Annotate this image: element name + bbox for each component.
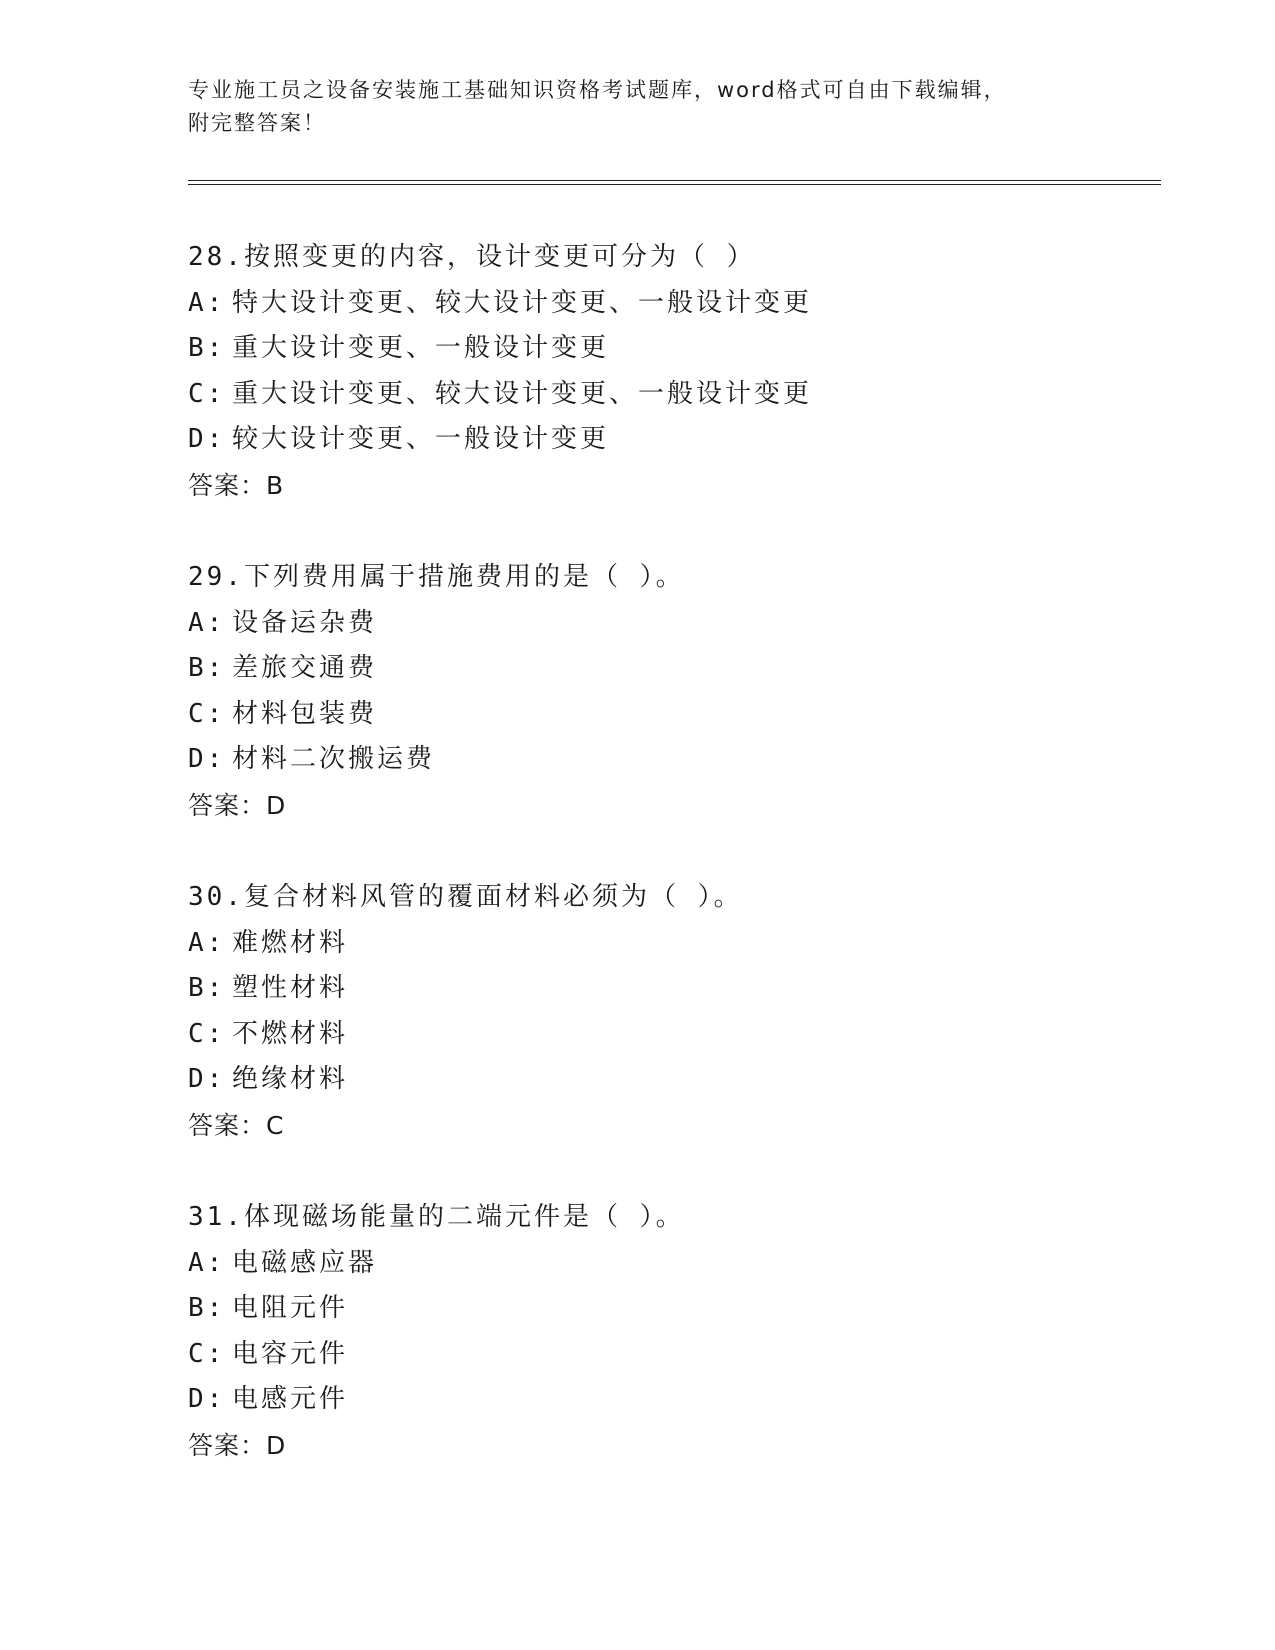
header-divider-top: [188, 180, 1161, 181]
option-letter: A:: [188, 607, 226, 638]
option-text: 电感元件: [232, 1384, 349, 1414]
option-c: [188, 1332, 1148, 1378]
option-b: [188, 1286, 1148, 1332]
option-letter: C:: [188, 1018, 226, 1049]
header-divider-bottom: [188, 184, 1161, 185]
option-letter: C:: [188, 1338, 226, 1369]
option-letter: A:: [188, 927, 226, 958]
header-line-1: 专业施工员之设备安装施工基础知识资格考试题库，word格式可自由下载编辑，: [188, 78, 1007, 102]
document-header: [188, 74, 1088, 140]
option-c: [188, 1012, 1148, 1058]
option-b: [188, 966, 1148, 1012]
question-stem: 29.下列费用属于措施费用的是（ ）。: [188, 562, 685, 592]
option-text: 材料包装费: [232, 698, 378, 729]
option-a: [188, 281, 1148, 327]
option-a: [188, 601, 1148, 647]
option-text: 不燃材料: [232, 1018, 349, 1049]
option-text: 差旅交通费: [232, 653, 378, 683]
option-letter: D:: [188, 744, 226, 774]
option-text: 电磁感应器: [232, 1247, 378, 1278]
option-text: 电阻元件: [232, 1293, 349, 1323]
option-text: 设备运杂费: [232, 607, 378, 638]
option-c: [188, 692, 1148, 738]
answer: 答案：D: [188, 1430, 287, 1460]
option-letter: A:: [188, 1247, 226, 1278]
option-letter: D:: [188, 424, 226, 454]
option-d: [188, 1057, 1148, 1103]
question-28: [188, 235, 1148, 508]
question-31: [188, 1195, 1148, 1468]
answer: 答案：D: [188, 790, 287, 820]
option-letter: B:: [188, 1293, 226, 1323]
option-text: 较大设计变更、一般设计变更: [232, 424, 610, 454]
option-b: [188, 326, 1148, 372]
option-text: 重大设计变更、一般设计变更: [232, 333, 610, 363]
option-text: 难燃材料: [232, 927, 349, 958]
option-text: 塑性材料: [232, 973, 349, 1003]
option-d: [188, 737, 1148, 783]
option-b: [188, 646, 1148, 692]
question-30: [188, 875, 1148, 1148]
option-text: 绝缘材料: [232, 1064, 349, 1094]
answer: 答案：B: [188, 470, 285, 500]
option-text: 重大设计变更、较大设计变更、一般设计变更: [232, 378, 813, 409]
option-letter: B:: [188, 333, 226, 363]
header-line-2: 附完整答案！: [188, 111, 326, 135]
option-a: [188, 921, 1148, 967]
option-text: 材料二次搬运费: [232, 744, 436, 774]
option-text: 特大设计变更、较大设计变更、一般设计变更: [232, 287, 813, 318]
option-letter: B:: [188, 973, 226, 1003]
option-letter: D:: [188, 1064, 226, 1094]
question-29: [188, 555, 1148, 828]
option-d: [188, 1377, 1148, 1423]
option-d: [188, 417, 1148, 463]
option-c: [188, 372, 1148, 418]
option-letter: B:: [188, 653, 226, 683]
option-letter: A:: [188, 287, 226, 318]
option-letter: C:: [188, 698, 226, 729]
question-stem: 30.复合材料风管的覆面材料必须为（ ）。: [188, 882, 743, 912]
answer: 答案：C: [188, 1110, 285, 1140]
question-list: [188, 235, 1148, 1515]
question-stem: 31.体现磁场能量的二端元件是（ ）。: [188, 1202, 685, 1232]
option-letter: C:: [188, 378, 226, 409]
option-text: 电容元件: [232, 1338, 349, 1369]
option-letter: D:: [188, 1384, 226, 1414]
question-stem: 28.按照变更的内容，设计变更可分为（ ）: [188, 242, 756, 272]
option-a: [188, 1241, 1148, 1287]
